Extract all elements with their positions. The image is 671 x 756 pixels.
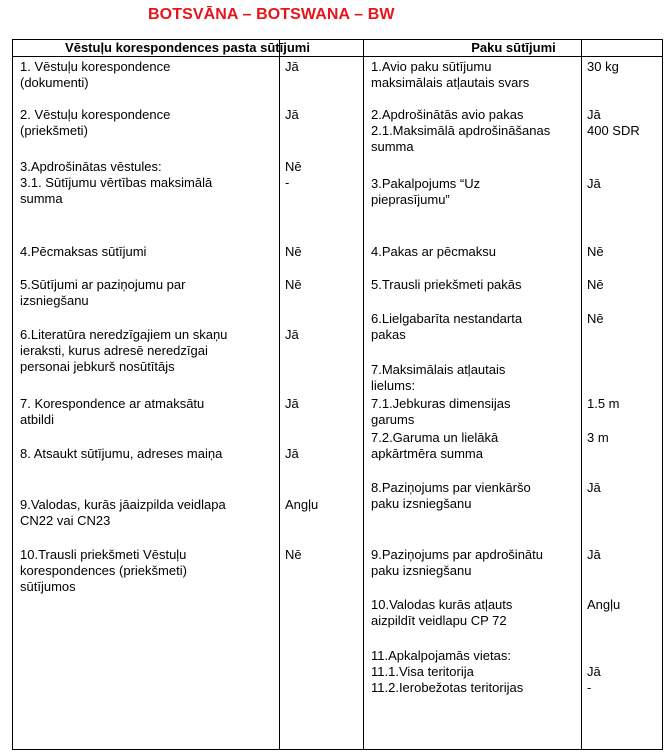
parcel-row-value: Jā 400 SDR <box>587 107 640 138</box>
letter-mail-row-label: 3.Apdrošinātas vēstules: 3.1. Sūtījumu vērtības maksimālā summa <box>20 159 213 206</box>
parcel-row-value: 3 m <box>587 430 609 445</box>
parcel-row-label: 7.1.Jebkuras dimensijas garums <box>371 396 511 427</box>
parcel-row-value: Nē <box>587 311 604 326</box>
letter-mail-row-value: Nē <box>285 547 302 562</box>
parcel-row-value: Jā <box>587 547 601 562</box>
parcel-row-label: 8.Paziņojums par vienkāršo paku izsniegšanu <box>371 480 531 511</box>
parcel-row-value: 1.5 m <box>587 396 620 411</box>
letter-mail-row-value: Angļu <box>285 497 319 512</box>
letter-mail-row-value: Jā <box>285 107 299 122</box>
parcel-row-label: 1.Avio paku sūtījumu maksimālais atļautais svars <box>371 59 530 90</box>
letter-mail-row-label: 6.Literatūra neredzīgajiem un skaņu ieraksti, kurus adresē neredzīgai personai jebkurš nosūtītājs <box>20 327 228 374</box>
parcel-row-value: Jā <box>587 480 601 495</box>
parcel-row-label: 3.Pakalpojums “Uz pieprasījumu” <box>371 176 481 207</box>
parcel-row-value: Jā - <box>587 664 601 695</box>
letter-mail-row-label: 1. Vēstuļu korespondence (dokumenti) <box>20 59 171 90</box>
parcel-row-value: Nē <box>587 244 604 259</box>
parcel-row-label: 10.Valodas kurās atļauts aizpildīt veidlapu CP 72 <box>371 597 513 628</box>
right-column-header: Paku sūtījumi <box>471 40 556 55</box>
letter-mail-row-value: Jā <box>285 396 299 411</box>
letter-mail-row-value: Nē - <box>285 159 302 190</box>
letter-mail-row-label: 10.Trausli priekšmeti Vēstuļu korespondences (priekšmeti) sūtījumos <box>20 547 187 594</box>
parcel-row-value: 30 kg <box>587 59 619 74</box>
letter-mail-row-value: Jā <box>285 59 299 74</box>
parcel-row-label: 11.Apkalpojamās vietas: 11.1.Visa teritorija 11.2.Ierobežotas teritorijas <box>371 648 524 695</box>
letter-mail-row-value: Nē <box>285 244 302 259</box>
left-column-header: Vēstuļu korespondences pasta sūtījumi <box>65 40 310 55</box>
parcel-row-label: 4.Pakas ar pēcmaksu <box>371 244 497 259</box>
letter-mail-row-label: 8. Atsaukt sūtījumu, adreses maiņa <box>20 446 223 461</box>
parcel-row-label: 6.Lielgabarīta nestandarta pakas <box>371 311 523 342</box>
parcel-row-label: 5.Trausli priekšmeti pakās <box>371 277 522 292</box>
center-divider <box>363 39 364 750</box>
letter-mail-row-value: Jā <box>285 327 299 342</box>
left-value-divider <box>279 39 280 750</box>
letter-mail-row-label: 2. Vēstuļu korespondence (priekšmeti) <box>20 107 171 138</box>
letter-mail-row-label: 5.Sūtījumi ar paziņojumu par izsniegšanu <box>20 277 186 308</box>
parcel-row-label: 9.Paziņojums par apdrošinātu paku izsniegšanu <box>371 547 543 578</box>
letter-mail-row-label: 7. Korespondence ar atmaksātu atbildi <box>20 396 205 427</box>
page-title: BOTSVĀNA – BOTSWANA – BW <box>148 6 395 23</box>
parcel-row-label: 7.Maksimālais atļautais lielums: <box>371 362 506 393</box>
parcel-row-label: 7.2.Garuma un lielākā apkārtmēra summa <box>371 430 499 461</box>
parcel-row-value: Jā <box>587 176 601 191</box>
letter-mail-row-value: Nē <box>285 277 302 292</box>
right-value-divider <box>581 39 582 750</box>
parcel-row-label: 2.Apdrošinātās avio pakas 2.1.Maksimālā apdrošināšanas summa <box>371 107 551 154</box>
header-divider <box>12 56 663 57</box>
letter-mail-row-label: 4.Pēcmaksas sūtījumi <box>20 244 147 259</box>
parcel-row-value: Angļu <box>587 597 621 612</box>
letter-mail-row-label: 9.Valodas, kurās jāaizpilda veidlapa CN22 vai CN23 <box>20 497 226 528</box>
parcel-row-value: Nē <box>587 277 604 292</box>
letter-mail-row-value: Jā <box>285 446 299 461</box>
services-table <box>12 39 663 750</box>
